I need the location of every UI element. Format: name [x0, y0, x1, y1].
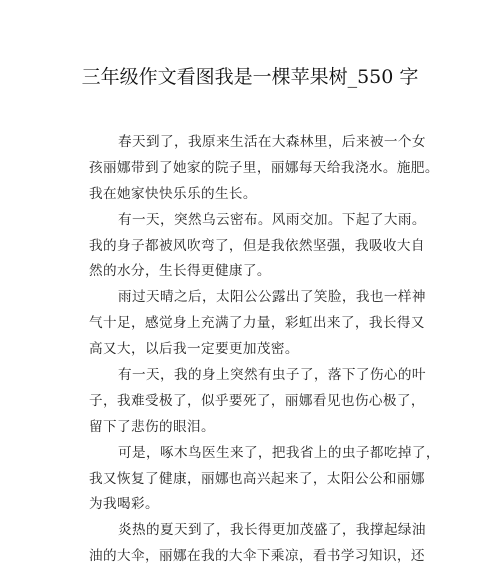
paragraph-5-line-1: 可是，啄木鸟医生来了，把我省上的虫子都吃掉了， [118, 444, 440, 461]
paragraph-3-line-2: 气十足，感觉身上充满了力量，彩虹出来了，我长得又 [89, 315, 425, 332]
paragraph-1-line-3: 我在她家快快乐乐的生长。 [89, 185, 257, 202]
paragraph-1-line-1: 春天到了，我原来生活在大森林里，后来被一个女 [118, 134, 426, 150]
paragraph-2-line-3: 然的水分，生长得更健康了。 [89, 263, 271, 280]
document-body [89, 130, 440, 566]
paragraph-2-line-1: 有一天，突然乌云密布。风雨交加。下起了大雨。 [118, 211, 426, 228]
paragraph-4-line-1: 有一天，我的身上突然有虫子了，落下了伤心的叶 [118, 367, 426, 384]
paragraph-6-line-2: 油的大伞，丽娜在我的大伞下乘凉，看书学习知识，还 [89, 548, 425, 565]
paragraph-2-line-2: 我的身子都被风吹弯了，但是我依然坚强，我吸收大自 [89, 237, 425, 254]
paragraph-3-line-1: 雨过天晴之后，太阳公公露出了笑脸，我也一样神 [118, 289, 426, 306]
paragraph-5-line-2: 我又恢复了健康，丽娜也高兴起来了，太阳公公和丽娜 [89, 470, 425, 487]
paragraph-1-line-2: 孩丽娜带到了她家的院子里，丽娜每天给我浇水。施肥。 [89, 159, 439, 176]
paragraph-3-line-3: 高又大，以后我一定要更加茂密。 [89, 341, 299, 358]
paragraph-4-line-2: 子，我难受极了，似乎要死了，丽娜看见也伤心极了， [89, 392, 425, 409]
paragraph-6-line-1: 炎热的夏天到了，我长得更加茂盛了，我撑起绿油 [118, 522, 426, 539]
document-title: 三年级作文看图我是一棵苹果树_550 字 [81, 66, 419, 88]
paragraph-4-line-3: 留下了悲伤的眼泪。 [89, 418, 215, 435]
paragraph-5-line-3: 为我喝彩。 [89, 496, 159, 513]
